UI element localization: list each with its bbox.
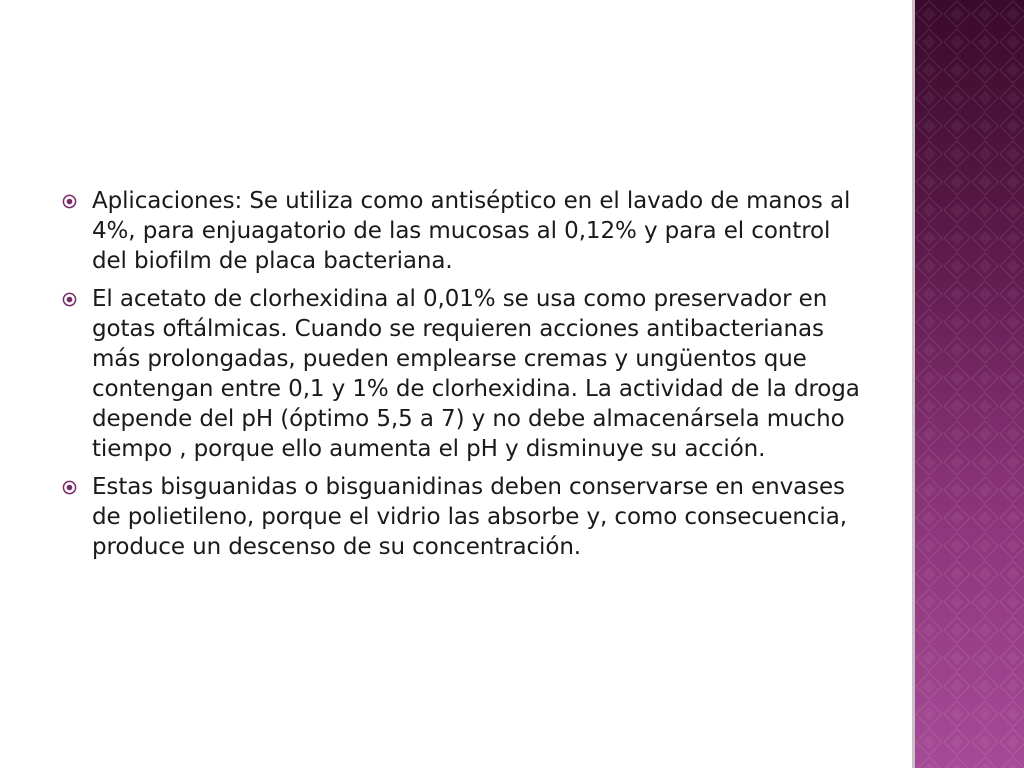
bullet-text: Estas bisguanidas o bisguanidinas deben conservarse en envases de polietileno, porque el vidrio las absorbe y, como consecuencia, produce un descenso de su concentración. xyxy=(92,474,847,560)
bullet-text: El acetato de clorhexidina al 0,01% se usa como preservador en gotas oftálmicas. Cuando se requieren acciones antibacterianas más prolongadas, pueden emplearse cremas y ungüentos que contengan entre 0,1 y 1% de clorhexidina. La actividad de la droga depende del pH (óptimo 5,5 a 7) y no debe almacenársela mucho tiempo , porque ello aumenta el pH y disminuye su acción. xyxy=(92,286,860,462)
circled-dot-bullet-icon xyxy=(62,480,77,495)
bullet-text: Aplicaciones: Se utiliza como antiséptico en el lavado de manos al 4%, para enjuagatorio de las mucosas al 0,12% y para el control del biofilm de placa bacteriana. xyxy=(92,188,851,274)
decorative-side-panel xyxy=(912,0,1024,768)
slide-content xyxy=(62,186,862,570)
circled-dot-bullet-icon xyxy=(62,292,77,307)
bullet-item xyxy=(62,472,862,562)
bullet-item xyxy=(62,284,862,464)
bullet-item xyxy=(62,186,862,276)
diamond-pattern xyxy=(915,0,1024,768)
circled-dot-bullet-icon xyxy=(62,194,77,209)
